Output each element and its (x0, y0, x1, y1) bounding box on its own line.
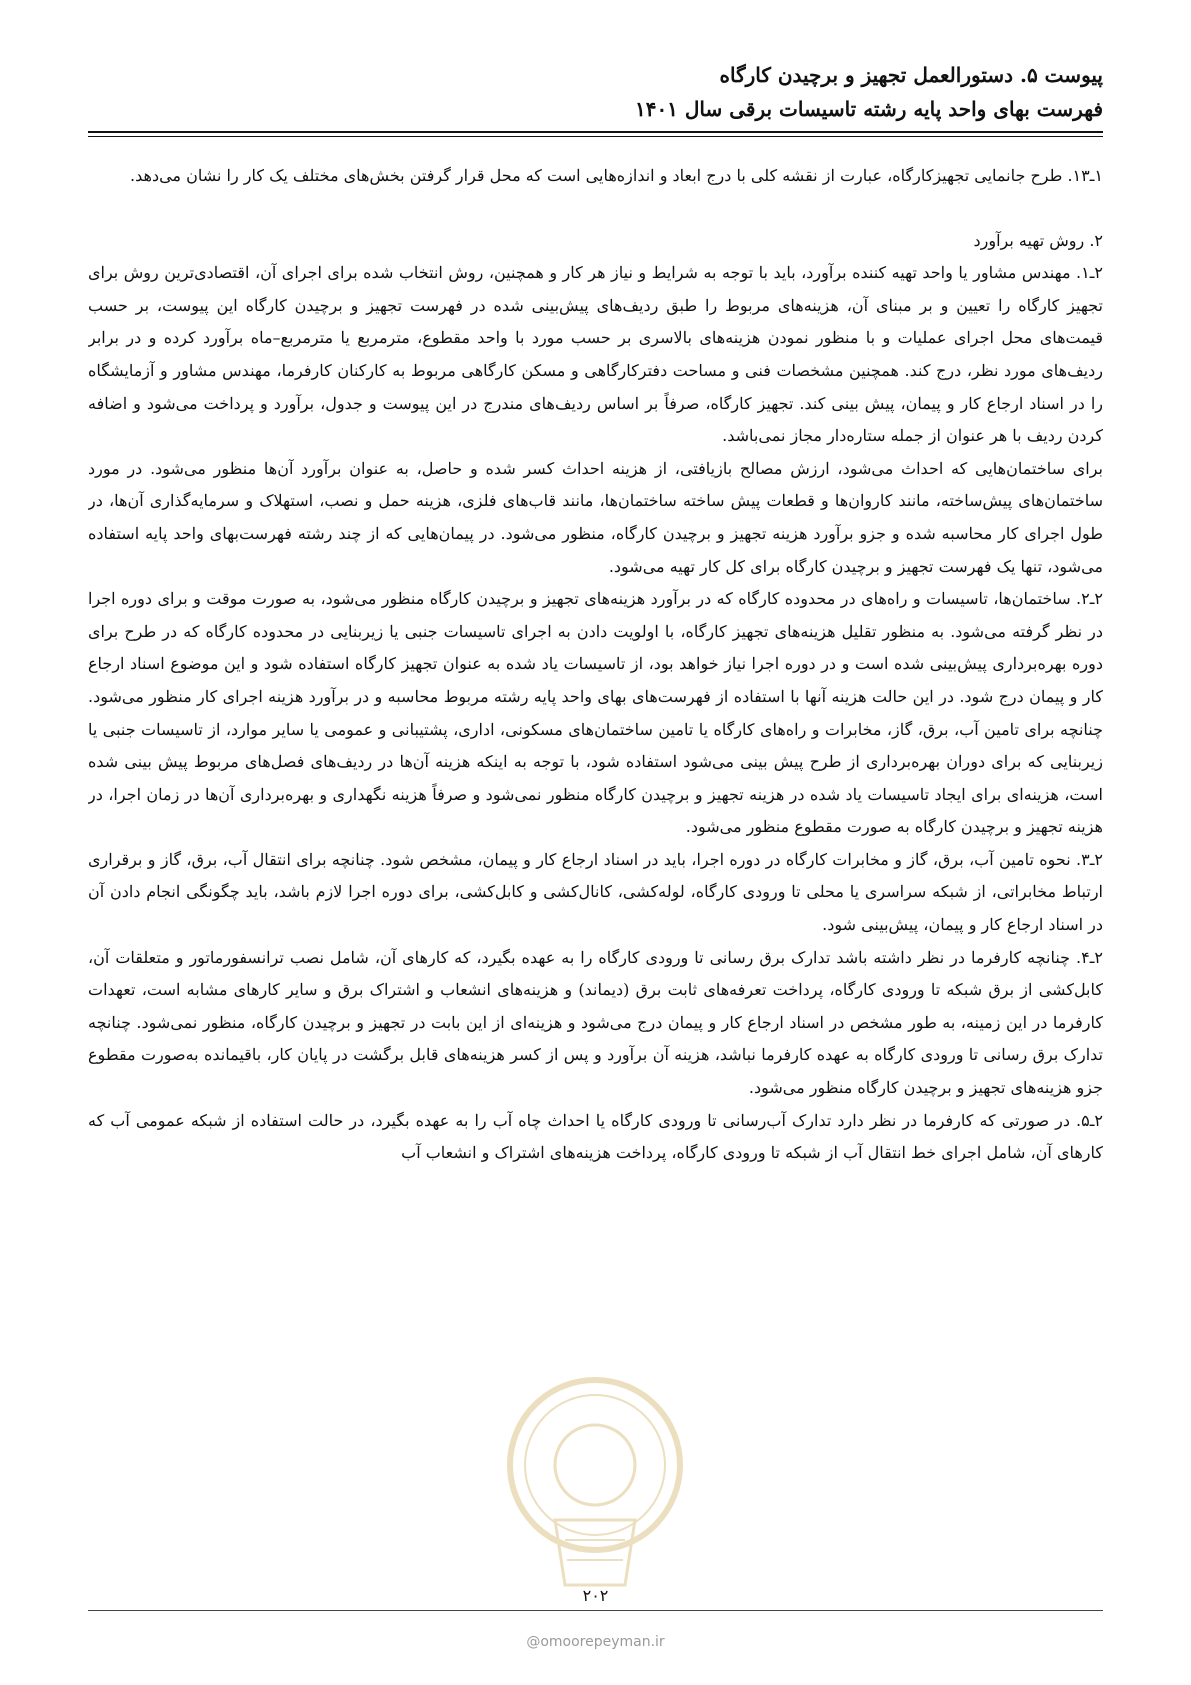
footer-rule (88, 1610, 1103, 1611)
paragraph-2-4: ۲ـ۴. چنانچه کارفرما در نظر داشته باشد تدارک برق رسانی تا ورودی کارگاه را به عهده بگیرد، که کارهای آن، شامل نصب ترانسفورماتور و متعلقات آن، کابل‌کشی از برق شبکه تا ورودی کارگاه، پرداخت تعرفه‌های ثابت برق (دیماند) و هزینه‌های انشعاب و اشتراک برق و سایر کارهای مشابه است، تعهدات کارفرما در این زمینه، به طور مشخص در اسناد ارجاع کار و پیمان درج می‌شود و هزینه‌ای از این بابت در تجهیز و برچیدن کارگاه، منظور نمی‌شود. چنانچه تدارک برق رسانی تا ورودی کارگاه به عهده کارفرما نباشد، هزینه آن برآورد و پس از کسر هزینه‌های قابل برگشت در پایان کار، باقیمانده به‌صورت مقطوع جزو هزینه‌های تجهیز و برچیدن کارگاه منظور می‌شود. (88, 947, 1103, 1098)
paragraph-2-3: ۲ـ۳. نحوه تامین آب، برق، گاز و مخابرات کارگاه در دوره اجرا، باید در اسناد ارجاع کار و پیمان، مشخص شود. چنانچه برای انتقال آب، برق، گاز و برقراری ارتباط مخابراتی، از شبکه سراسری یا محلی تا ورودی کارگاه، لوله‌کشی، کانال‌کشی و کابل‌کشی، برای دوره اجرا لازم باشد، باید چگونگی انجام دادن آن در اسناد ارجاع کار و پیمان، پیش‌بینی شود. (88, 849, 1103, 935)
page-header (120, 58, 1103, 126)
section-heading-estimate-method: ۲. روش تهیه برآورد (973, 230, 1103, 250)
paragraph-2-2: ۲ـ۲. ساختمان‌ها، تاسیسات و راه‌های در محدوده کارگاه که در برآورد هزینه‌های تجهیز و برچیدن کارگاه منظور می‌شود، به صورت موقت و برای دوره اجرا در نظر گرفته می‌شود. به منظور تقلیل هزینه‌های تجهیز کارگاه، با اولویت دادن به اجرای تاسیسات جنبی یا زیربنایی در محدوده کارگاه که در طرح برای دوره بهره‌برداری پیش‌بینی شده است و در دوره اجرا نیاز خواهد بود، از تاسیسات یاد شده به عنوان تجهیز کارگاه استفاده شود و این موضوع اسناد ارجاع کار و پیمان درج شود. در این حالت هزینه آنها با استفاده از فهرست‌های بهای واحد پایه رشته مربوط محاسبه و در برآورد هزینه اجرای کار منظور می‌شود. چنانچه برای تامین آب، برق، گاز، مخابرات و راه‌های کارگاه یا تامین ساختمان‌های مسکونی، اداری، پشتیبانی و عمومی یا سایر موارد، از تاسیسات جنبی یا زیربنایی که برای دوران بهره‌برداری از طرح پیش بینی می‌شود استفاده شود، با توجه به اینکه هزینه آن‌ها در ردیف‌های فصل‌های مربوط پیش بینی شده است، هزینه‌ای برای ایجاد تاسیسات یاد شده در هزینه تجهیز و برچیدن کارگاه منظور نمی‌شود و صرفاً هزینه نگهداری و بهره‌برداری آن‌ها در زمان اجرا، در هزینه تجهیز و برچیدن کارگاه به صورت مقطوع منظور می‌شود. (88, 589, 1103, 837)
paragraph-2-1: ۲ـ۱. مهندس مشاور یا واحد تهیه کننده برآورد، باید با توجه به شرایط و نیاز هر کار و همچنین، روش انتخاب شده برای اجرای آن، اقتصادی‌ترین روش برای تجهیز کارگاه را تعیین و بر مبنای آن، هزینه‌های مربوط را طبق ردیف‌های پیش‌بینی شده در فهرست تجهیز و برچیدن کارگاه این پیوست، بر حسب قیمت‌های محل اجرای عملیات و با منظور نمودن هزینه‌های بالاسری بر حسب مورد با واحد مقطوع، مترمربع یا مترمربع–ماه برآورد کرده و در برابر ردیف‌های مورد نظر، درج کند. همچنین مشخصات فنی و مساحت دفترکارگاهی و مسکن کارگاهی مربوط به کارکنان کارفرما، مهندس مشاور و آزمایشگاه را در اسناد ارجاع کار و پیمان، پیش بینی کند. تجهیز کارگاه، صرفاً بر اساس ردیف‌های مندرج در این پیوست و جدول، برآورد و پرداخت می‌شود و اضافه کردن ردیف با هر عنوان از جمله ستاره‌دار مجاز نمی‌باشد. (88, 263, 1103, 446)
page-number: ۲۰۲ (582, 1586, 609, 1605)
paragraph-buildings: برای ساختمان‌هایی که احداث می‌شود، ارزش مصالح بازیافتی، از هزینه احداث کسر شده و حاصل، به عنوان برآورد آن‌ها منظور می‌شود. در مورد ساختمان‌های پیش‌ساخته، مانند کاروان‌ها و قطعات پیش ساخته ساختمان‌ها، مانند قاب‌های فلزی، هزینه حمل و نصب، استهلاک و سرمایه‌گذاری آن‌ها، در طول اجرای کار محاسبه شده و جزو برآورد هزینه تجهیز و برچیدن کارگاه، منظور می‌شود. در پیمان‌هایی که از چند رشته فهرست‌بهای واحد پایه استفاده می‌شود، تنها یک فهرست تجهیز و برچیدن کارگاه برای کل کار تهیه می‌شود. (88, 458, 1103, 576)
header-rule-thin (88, 136, 1103, 137)
paragraph-1-13: ۱ـ۱۳. طرح جانمایی تجهیزکارگاه، عبارت از نقشه کلی با درج ابعاد و اندازه‌هایی است که محل قرار گرفتن بخش‌های مختلف یک کار را نشان می‌دهد. (130, 166, 1103, 185)
header-appendix-title: پیوست ۵. دستورالعمل تجهیز و برچیدن کارگاه (719, 63, 1103, 87)
header-price-list-title: فهرست بهای واحد پایه رشته تاسیسات برقی سال ۱۴۰۱ (634, 97, 1103, 121)
paragraph-2-5: ۲ـ۵. در صورتی که کارفرما در نظر دارد تدارک آب‌رسانی تا ورودی کارگاه یا احداث چاه آب را به عهده بگیرد، در حالت استفاده از شبکه عمومی آب که کارهای آن، شامل اجرای خط انتقال آب از شبکه تا ورودی کارگاه، پرداخت هزینه‌های اشتراک و انشعاب آب (88, 1110, 1103, 1163)
watermark-text: @omoorepeyman.ir (526, 1634, 665, 1650)
document-body (88, 160, 1103, 1565)
header-rule-thick (88, 131, 1103, 133)
